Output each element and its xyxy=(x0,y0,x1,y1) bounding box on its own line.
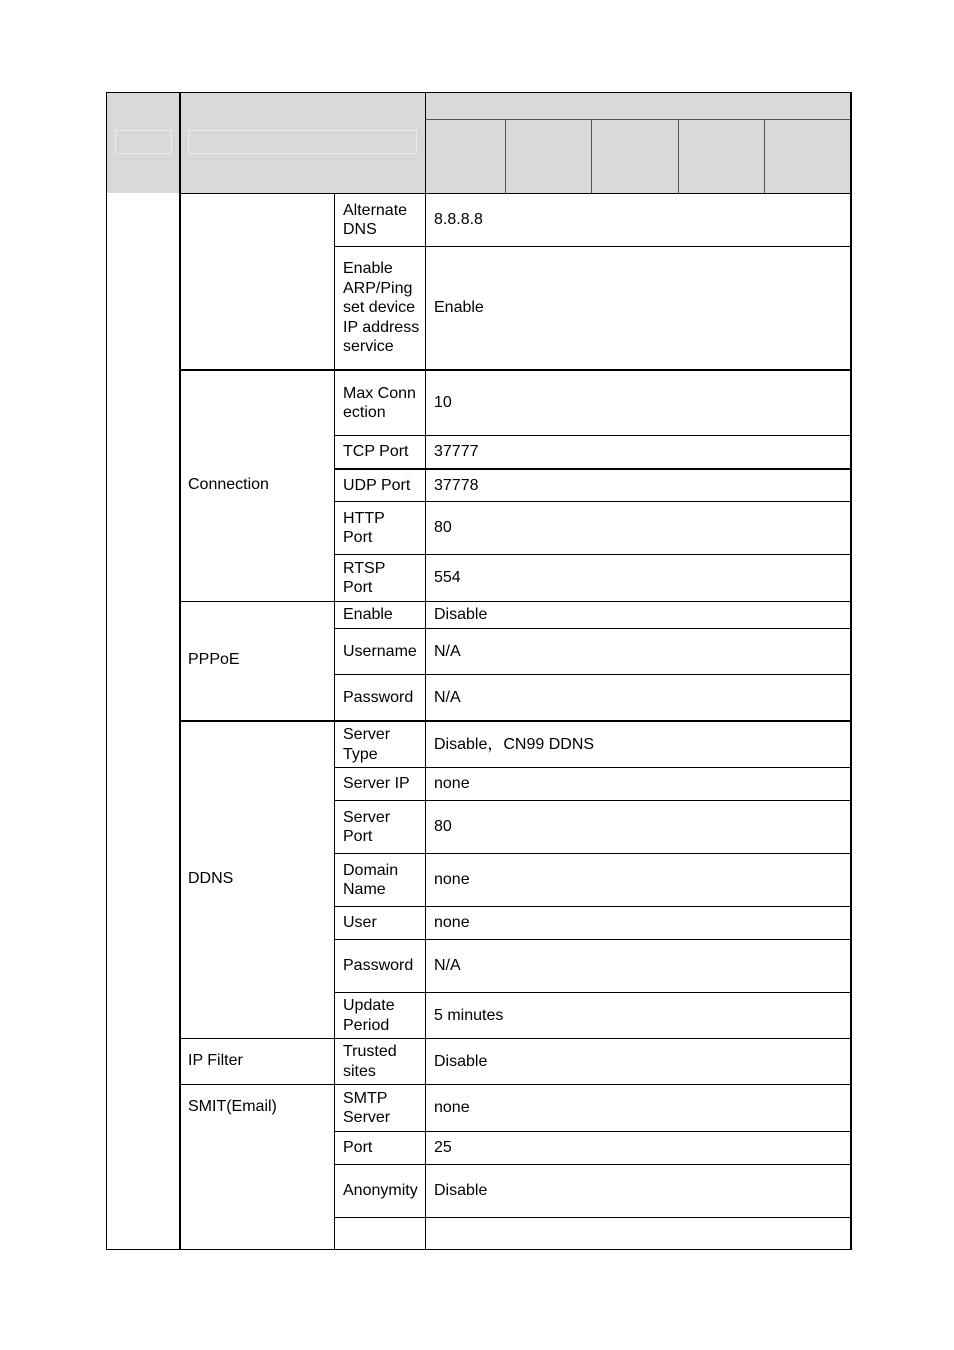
param-trusted-sites: Trusted sites xyxy=(343,1043,397,1080)
header-sub-cell-4 xyxy=(679,120,765,193)
header-inner-box-2 xyxy=(188,130,417,154)
param-udp-port: UDP Port xyxy=(343,476,411,494)
value-server-port: 80 xyxy=(434,818,452,836)
param-server-ip: Server IP xyxy=(343,775,410,793)
table-border-bottom xyxy=(106,1249,852,1250)
table-border-left xyxy=(106,92,107,1250)
value-max-connection: 10 xyxy=(434,394,452,412)
table-border-right xyxy=(850,92,852,1250)
header-inner-box-1 xyxy=(115,130,172,154)
value-server-type: Disable，CN99 DDNS xyxy=(434,735,595,753)
header-sub-cell-5 xyxy=(765,120,850,193)
table-border-top xyxy=(106,92,852,93)
param-enable-arp-ping: Enable ARP/Ping set device IP address service xyxy=(343,260,420,356)
param-pppoe-enable: Enable xyxy=(343,606,393,624)
param-pppoe-password: Password xyxy=(343,688,414,706)
header-divider-v1 xyxy=(505,120,506,193)
param-http-port: HTTP Port xyxy=(343,509,385,546)
value-ddns-password: N/A xyxy=(434,957,461,975)
param-pppoe-username: Username xyxy=(343,642,417,660)
param-anonymity: Anonymity xyxy=(343,1182,418,1200)
value-pppoe-enable: Disable xyxy=(434,606,488,624)
param-user: User xyxy=(343,914,377,932)
value-user: none xyxy=(434,914,470,932)
param-domain-name: Domain Name xyxy=(343,861,399,898)
value-smtp-port: 25 xyxy=(434,1139,452,1157)
param-rtsp-port: RTSP Port xyxy=(343,559,386,596)
header-sub-cell-1 xyxy=(426,120,505,193)
value-udp-port: 37778 xyxy=(434,476,479,494)
value-tcp-port: 37777 xyxy=(434,443,479,461)
value-alternate-dns: 8.8.8.8 xyxy=(434,211,483,229)
col-divider-1 xyxy=(179,92,181,1250)
group-label-ip-filter: IP Filter xyxy=(188,1052,243,1070)
value-domain-name: none xyxy=(434,871,470,889)
header-divider-v4 xyxy=(764,120,765,193)
param-empty xyxy=(343,1218,421,1249)
param-server-port: Server Port xyxy=(343,808,391,845)
param-alternate-dns: Alternate DNS xyxy=(343,201,408,238)
header-top-span-cell xyxy=(426,93,850,120)
group-label-ddns: DDNS xyxy=(188,870,234,888)
value-pppoe-password: N/A xyxy=(434,688,461,706)
value-anonymity: Disable xyxy=(434,1182,488,1200)
value-server-ip: none xyxy=(434,775,470,793)
value-smtp-server: none xyxy=(434,1099,470,1117)
group-label-pppoe: PPPoE xyxy=(188,651,240,669)
header-divider-v2 xyxy=(591,120,592,193)
value-empty xyxy=(434,1218,844,1249)
param-ddns-password: Password xyxy=(343,957,414,975)
header-divider-h xyxy=(426,119,850,120)
param-max-connection: Max Connection xyxy=(343,384,416,421)
param-smtp-port: Port xyxy=(343,1139,373,1157)
value-trusted-sites: Disable xyxy=(434,1052,488,1070)
param-smtp-server: SMTP Server xyxy=(343,1089,391,1126)
param-tcp-port: TCP Port xyxy=(343,443,409,461)
group-label-smit-email: SMIT(Email) xyxy=(188,1098,277,1116)
value-enable-arp-ping: Enable xyxy=(434,299,484,317)
value-pppoe-username: N/A xyxy=(434,642,461,660)
header-divider-v3 xyxy=(678,120,679,193)
value-update-period: 5 minutes xyxy=(434,1006,504,1024)
value-http-port: 80 xyxy=(434,519,452,537)
col-divider-3 xyxy=(425,92,426,1250)
header-sub-cell-3 xyxy=(592,120,679,193)
group-label-connection: Connection xyxy=(188,476,269,494)
param-server-type: Server Type xyxy=(343,726,391,763)
header-sub-cell-2 xyxy=(505,120,592,193)
param-update-period: Update Period xyxy=(343,997,395,1034)
value-rtsp-port: 554 xyxy=(434,569,461,587)
